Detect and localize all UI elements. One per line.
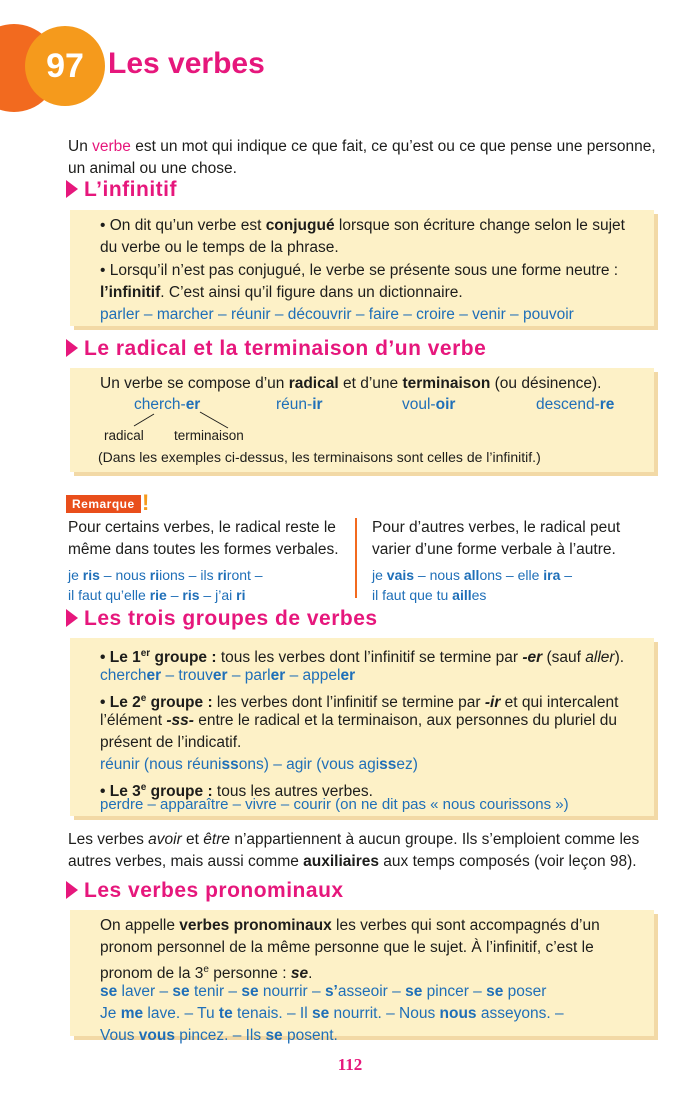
stem: réun- — [276, 396, 313, 413]
bold-radical: all — [463, 567, 480, 583]
text: – — [560, 567, 573, 583]
remarque-right-line-1: Pour d’autres verbes, le radical peut — [372, 519, 621, 536]
italic-term: avoir — [148, 831, 182, 848]
lesson-header — [0, 0, 700, 110]
pronoun: s’ — [324, 983, 338, 1000]
text: l’élément — [100, 712, 167, 729]
infix: ss — [221, 756, 239, 773]
bold-radical: ris — [82, 567, 100, 583]
text: ons – elle — [479, 567, 544, 583]
pronoun: se — [290, 965, 309, 983]
auxiliaires-line-2 — [68, 851, 639, 873]
bold-term: l’infinitif — [100, 284, 161, 301]
text: – j’ai — [199, 587, 237, 603]
pronoun: se — [311, 1005, 330, 1022]
remarque-left-column — [68, 517, 339, 605]
pronominaux-box — [70, 910, 654, 1044]
section-arrow-icon — [66, 609, 78, 627]
text: On appelle — [100, 917, 180, 934]
text: • Le 3 — [100, 783, 141, 801]
stem: voul- — [402, 396, 436, 413]
ending: er — [185, 396, 201, 413]
text: réunir (nous réuni — [100, 756, 222, 773]
text: ). — [614, 649, 625, 667]
text: je — [68, 567, 83, 583]
text: tous les autres verbes. — [212, 783, 373, 801]
auxiliaires-line-1 — [68, 829, 639, 851]
bold-radical: ri — [217, 567, 227, 583]
pronominaux-examples-1 — [100, 981, 546, 1003]
text: tenir – — [189, 983, 242, 1000]
text: pincer – — [422, 983, 487, 1000]
section-title-text: Les trois groupes de verbes — [84, 607, 378, 630]
section-title-infinitif — [66, 176, 177, 204]
text: nourrir – — [258, 983, 325, 1000]
infinitif-box — [70, 210, 654, 326]
label-terminaison: terminaison — [174, 428, 244, 443]
text: . C’est ainsi qu’il figure dans un dictionnaire. — [160, 284, 463, 301]
bold-term: verbes pronominaux — [179, 917, 332, 934]
label-radical: radical — [104, 428, 144, 443]
remarque-left-example-1 — [68, 565, 339, 585]
text: es — [471, 587, 487, 603]
text: – appel — [285, 667, 341, 684]
infix: ss — [379, 756, 397, 773]
remarque-right-line-2: varier d’une forme verbale à l’autre. — [372, 541, 616, 558]
text: ez) — [396, 756, 418, 773]
radical-note: (Dans les exemples ci-dessus, les terminaisons sont celles de l’infinitif.) — [98, 449, 541, 465]
text: lave. – Tu — [143, 1005, 219, 1022]
text: lorsque son écriture change selon le sujet — [334, 217, 625, 234]
ending: ir — [312, 396, 323, 413]
pronominaux-examples-3 — [100, 1025, 338, 1047]
bold-term: terminaison — [402, 375, 491, 392]
text: • Le 1 — [100, 649, 141, 667]
text: Un verbe se compose d’un — [100, 375, 289, 392]
lesson-number-badge: 97 — [25, 26, 105, 106]
text: – trouv — [161, 667, 213, 684]
ending: er — [146, 667, 162, 684]
bold-radical: vais — [386, 567, 415, 583]
bold-term: auxiliaires — [303, 853, 379, 870]
text: nourrit. – Nous — [329, 1005, 440, 1022]
infinitif-bullet-1-line-2: du verbe ou le temps de la phrase. — [100, 239, 339, 256]
bold-radical: rie — [149, 587, 167, 603]
superscript: e — [140, 782, 147, 793]
page-number: 112 — [337, 1055, 363, 1074]
pronoun: se — [172, 983, 190, 1000]
pronoun: se — [405, 983, 423, 1000]
infinitif-bullet-2: • Lorsqu’il n’est pas conjugué, le verbe se présente sous une forme neutre : — [100, 262, 619, 279]
infinitif-bullet-2-line-2 — [100, 282, 463, 304]
text: entre le radical et la terminaison, aux personnes du pluriel du — [193, 712, 617, 729]
intro-text-1: Un — [68, 138, 93, 155]
radical-box — [70, 368, 654, 472]
section-title-radical — [66, 335, 486, 363]
intro-paragraph — [68, 136, 656, 180]
infinitif-bullet-1 — [100, 215, 625, 237]
text: groupe : — [146, 694, 213, 712]
pronominaux-examples-2 — [100, 1003, 564, 1025]
bold-radical: ri — [236, 587, 246, 603]
groupe-3-examples: perdre – apparaître – vivre – courir (on ne dit pas « nous courissons ») — [100, 796, 569, 813]
text: ront – — [226, 567, 263, 583]
text: groupe : — [150, 649, 217, 667]
text: . — [308, 965, 313, 983]
text: je — [372, 567, 387, 583]
text: – nous — [414, 567, 464, 583]
text: les verbes qui sont accompagnés d’un — [331, 917, 600, 934]
pronominaux-line-1 — [100, 915, 600, 937]
groupes-box — [70, 638, 654, 816]
text: laver – — [117, 983, 173, 1000]
text: Je — [100, 1005, 121, 1022]
section-title-pronominaux — [66, 877, 344, 905]
italic-term: aller — [585, 649, 615, 667]
intro-keyword: verbe — [92, 138, 131, 155]
bold-term: radical — [288, 375, 339, 392]
text: • On dit qu’un verbe est — [100, 217, 266, 234]
remarque-right-example-2 — [372, 585, 620, 605]
text: – parl — [227, 667, 271, 684]
ending: oir — [435, 396, 456, 413]
text: autres verbes, mais aussi comme — [68, 853, 304, 870]
section-arrow-icon — [66, 339, 78, 357]
intro-text-2: est un mot qui indique ce que fait, ce qu’est ou ce que pense une personne, — [130, 138, 656, 155]
superscript: e — [203, 964, 209, 975]
pronoun: se — [100, 983, 118, 1000]
section-arrow-icon — [66, 180, 78, 198]
text: – — [166, 587, 183, 603]
text: (ou désinence). — [490, 375, 602, 392]
section-title-text: Le radical et la terminaison d’un verbe — [84, 337, 487, 360]
text: pronom de la 3 — [100, 965, 204, 983]
italic-term: être — [203, 831, 231, 848]
pronoun: vous — [138, 1027, 175, 1044]
text: personne : — [208, 965, 291, 983]
text: Vous — [100, 1027, 139, 1044]
stem: descend- — [536, 396, 600, 413]
ending: re — [599, 396, 615, 413]
text: et — [181, 831, 204, 848]
text: n’appartiennent à aucun groupe. Ils s’emploient comme les — [230, 831, 640, 848]
remarque-divider — [355, 518, 357, 598]
pronoun: se — [486, 983, 504, 1000]
pronoun: se — [241, 983, 259, 1000]
remarque-left-line-1: Pour certains verbes, le radical reste le — [68, 519, 336, 536]
remarque-left-line-2: même dans toutes les formes verbales. — [68, 541, 339, 558]
text: • Le 2 — [100, 694, 141, 712]
text: ons) – agir (vous agi — [238, 756, 380, 773]
text: pincez. – Ils — [174, 1027, 266, 1044]
text: tenais. – Il — [232, 1005, 312, 1022]
groupe-1-examples — [100, 665, 355, 687]
remarque-left-example-2 — [68, 585, 339, 605]
pronominaux-line-2: pronom personnel de la même personne que le sujet. À l’infinitif, c’est le — [100, 939, 594, 956]
ending: -ir — [484, 694, 501, 712]
text: et qui intercalent — [500, 694, 619, 712]
superscript: er — [140, 648, 151, 659]
remarque-tag: Remarque — [66, 495, 141, 513]
text: il faut qu’elle — [68, 587, 150, 603]
text: il faut que tu — [372, 587, 453, 603]
text: tous les verbes dont l’infinitif se termine par — [216, 649, 523, 667]
bold-radical: ri — [149, 567, 160, 583]
text: Les verbes — [68, 831, 149, 848]
text: asseoir – — [337, 983, 406, 1000]
text: ions – ils — [159, 567, 218, 583]
ending: -er — [522, 649, 543, 667]
infix: -ss- — [166, 712, 194, 729]
text: poser — [503, 983, 547, 1000]
stem: cherch- — [134, 396, 186, 413]
infinitif-examples: parler – marcher – réunir – découvrir – faire – croire – venir – pouvoir — [100, 306, 574, 323]
ending: er — [270, 667, 286, 684]
text: et d’une — [338, 375, 403, 392]
groupe-2-examples — [100, 754, 418, 776]
pronoun: me — [120, 1005, 144, 1022]
auxiliaires-paragraph — [68, 829, 639, 873]
text: – nous — [99, 567, 150, 583]
text: posent. — [282, 1027, 338, 1044]
ending: er — [212, 667, 228, 684]
bold-radical: aill — [452, 587, 472, 603]
groupe-2-line-3: présent de l’indicatif. — [100, 734, 242, 751]
intro-line-2: un animal ou une chose. — [68, 160, 237, 177]
text: cherch — [100, 667, 147, 684]
ending: er — [340, 667, 356, 684]
section-arrow-icon — [66, 881, 78, 899]
bold-radical: ira — [543, 567, 561, 583]
pronoun: se — [265, 1027, 283, 1044]
pronoun: nous — [439, 1005, 477, 1022]
remarque-right-column — [372, 517, 620, 605]
exclamation-icon: ! — [142, 490, 150, 515]
text: asseyons. – — [476, 1005, 564, 1022]
section-title-text: Les verbes pronominaux — [84, 879, 344, 902]
pronoun: te — [218, 1005, 233, 1022]
superscript: e — [140, 693, 147, 704]
bold-term: conjugué — [265, 217, 335, 234]
text: (sauf — [542, 649, 586, 667]
groupe-2-line-2 — [100, 710, 617, 732]
text: groupe : — [146, 783, 213, 801]
section-title-groupes — [66, 605, 378, 633]
section-title-text: L’infinitif — [84, 178, 177, 201]
text: les verbes dont l’infinitif se termine par — [212, 694, 485, 712]
page-title: Les verbes — [108, 47, 265, 80]
bold-radical: ris — [182, 587, 200, 603]
remarque-right-example-1 — [372, 565, 620, 585]
text: aux temps composés (voir leçon 98). — [379, 853, 637, 870]
